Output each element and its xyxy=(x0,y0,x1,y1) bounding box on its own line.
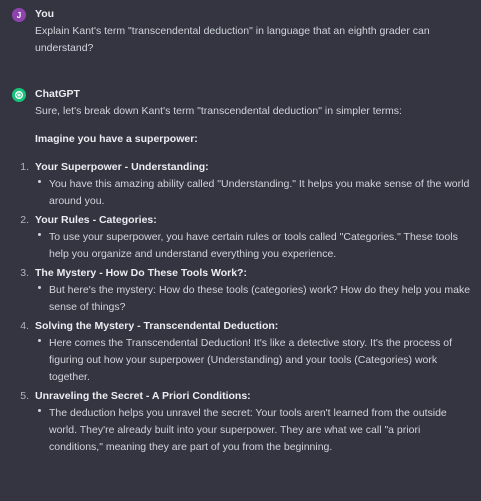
list-item-bullet: To use your superpower, you have certain rules or tools called "Categories." These tools help you organize and understand everything you experience. xyxy=(35,229,471,263)
list-item xyxy=(20,388,471,456)
user-name: You xyxy=(35,8,55,20)
list-item-bullet: You have this amazing ability called "Understanding." It helps you make sense of the world around you. xyxy=(35,176,471,210)
list-number: 2. xyxy=(20,214,29,226)
user-message-text: Explain Kant's term "transcendental deduction" in language that an eighth grader can understand? xyxy=(35,25,430,54)
list-item-title: The Mystery - How Do These Tools Work?: xyxy=(35,267,247,279)
list-item xyxy=(20,265,471,316)
list-item-bullet: The deduction helps you unravel the secret: Your tools aren't learned from the outside world. They're already built into your superpower. They are what we call "a priori conditions," meaning they are part of you from the beginning. xyxy=(35,405,471,456)
assistant-heading: Imagine you have a superpower: xyxy=(35,133,198,145)
chatgpt-logo-icon xyxy=(12,88,26,102)
list-item-bullet: Here comes the Transcendental Deduction! It's like a detective story. It's the process of figuring out how your superpower (Understanding) and your tools (Categories) work together. xyxy=(35,335,471,386)
list-item-title: Solving the Mystery - Transcendental Deduction: xyxy=(35,320,279,332)
assistant-message xyxy=(12,86,471,458)
list-item-title: Your Rules - Categories: xyxy=(35,214,157,226)
assistant-intro: Sure, let's break down Kant's term "transcendental deduction" in simpler terms: xyxy=(35,105,402,117)
numbered-list xyxy=(20,159,471,456)
list-number: 3. xyxy=(20,267,29,279)
list-number: 5. xyxy=(20,390,29,402)
list-item xyxy=(20,212,471,263)
user-avatar: J xyxy=(12,8,26,22)
user-message-content xyxy=(35,6,471,57)
list-item xyxy=(20,318,471,386)
assistant-name: ChatGPT xyxy=(35,88,80,100)
user-message xyxy=(12,6,471,57)
assistant-message-content xyxy=(20,86,471,458)
list-item-title: Unraveling the Secret - A Priori Conditions: xyxy=(35,390,251,402)
list-item xyxy=(20,159,471,210)
list-number: 1. xyxy=(20,161,29,173)
list-item-bullet: But here's the mystery: How do these tools (categories) work? How do they help you make sense of things? xyxy=(35,282,471,316)
list-item-title: Your Superpower - Understanding: xyxy=(35,161,209,173)
list-number: 4. xyxy=(20,320,29,332)
